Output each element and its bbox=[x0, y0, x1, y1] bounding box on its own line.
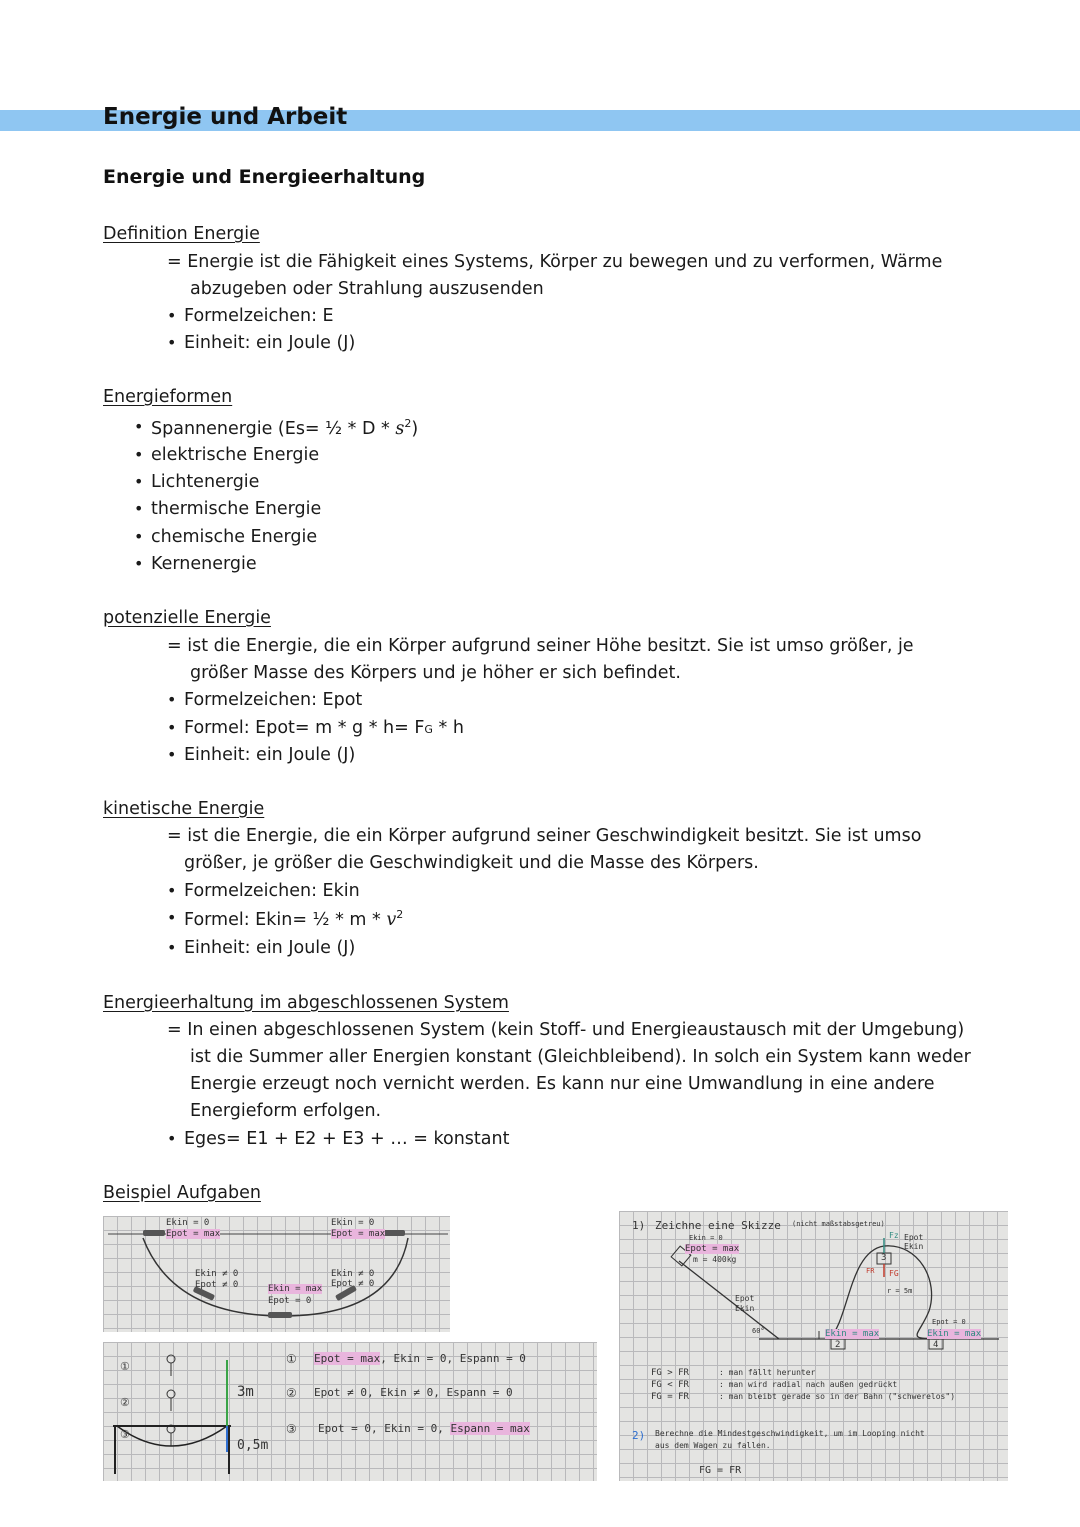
forms-item: • elektrische Energie bbox=[151, 445, 319, 465]
angle-label: 60° bbox=[752, 1327, 765, 1335]
kinetic-bullet-symbol: • Formelzeichen: Ekin bbox=[184, 881, 360, 901]
forms-item: • chemische Energie bbox=[151, 527, 317, 547]
halfpipe-sketch bbox=[103, 1216, 450, 1332]
forms-item: • Kernenergie bbox=[151, 554, 257, 574]
force-label: FR bbox=[866, 1267, 875, 1275]
potential-formula-sub: G bbox=[424, 723, 433, 736]
looping-photo bbox=[619, 1211, 1008, 1481]
forms-heading: Energieformen bbox=[103, 387, 233, 407]
kinetic-text-line1: = ist die Energie, die ein Körper aufgrund seiner Geschwindigkeit besitzt. Sie ist umso bbox=[167, 826, 922, 846]
row1-rest: , Ekin = 0, Espann = 0 bbox=[380, 1352, 526, 1365]
loop-label: m = 400kg bbox=[693, 1255, 737, 1264]
loop-label: Ekin = 0 bbox=[689, 1234, 723, 1242]
height-label: 0,5m bbox=[237, 1438, 269, 1453]
forms-item: • Lichtenergie bbox=[151, 472, 259, 492]
potential-text-line1: = ist die Energie, die ein Körper aufgrund seiner Höhe besitzt. Sie ist umso größer, je bbox=[167, 636, 914, 656]
loop-label: Epot bbox=[904, 1233, 924, 1242]
loop-label: Epot = max bbox=[685, 1244, 740, 1254]
hp-label: Ekin = 0 bbox=[166, 1218, 210, 1228]
trampoline-num: ① bbox=[120, 1360, 130, 1373]
potential-formula-prefix: Formel: Epot= m * g * h= F bbox=[184, 718, 425, 738]
condition: FG < FR bbox=[651, 1380, 689, 1390]
hp-label: Epot = 0 bbox=[268, 1296, 312, 1306]
task2-text: aus dem Wagen zu fallen. bbox=[655, 1441, 771, 1450]
definition-bullet-unit: • Einheit: ein Joule (J) bbox=[184, 333, 355, 353]
trampoline-num: ② bbox=[286, 1386, 297, 1400]
kinetic-bullet-formula bbox=[184, 908, 403, 930]
examples-heading: Beispiel Aufgaben bbox=[103, 1183, 261, 1203]
section-title: Energie und Energieerhaltung bbox=[103, 166, 426, 188]
conservation-bullet: • Eges= E1 + E2 + E3 + … = konstant bbox=[184, 1129, 509, 1149]
loop-label: Ekin = max bbox=[927, 1329, 982, 1339]
potential-bullet-symbol: • Formelzeichen: Epot bbox=[184, 690, 362, 710]
position-number: 4 bbox=[933, 1340, 939, 1350]
kinetic-heading: kinetische Energie bbox=[103, 799, 265, 819]
condition: FG = FR bbox=[651, 1392, 689, 1402]
conservation-text-line: = In einen abgeschlossenen System (kein Stoff- und Energieaustausch mit der Umgebung) bbox=[167, 1020, 965, 1040]
hp-label: Ekin = 0 bbox=[331, 1218, 375, 1228]
hp-label: Epot = max bbox=[166, 1229, 221, 1239]
force-label: Fz bbox=[889, 1231, 899, 1240]
definition-heading: Definition Energie bbox=[103, 224, 260, 244]
row1-highlight: Epot = max bbox=[314, 1352, 381, 1365]
force-label: FG bbox=[889, 1269, 899, 1278]
forms-item-spannenergie bbox=[151, 417, 418, 439]
kinetic-bullet-unit: • Einheit: ein Joule (J) bbox=[184, 938, 355, 958]
trampoline-row: Epot ≠ 0, Ekin ≠ 0, Espann = 0 bbox=[314, 1386, 513, 1399]
condition-text: : man bleibt gerade so in der Bahn ("schwerelos") bbox=[719, 1392, 956, 1401]
position-number: 2 bbox=[835, 1340, 841, 1350]
trampoline-num: ③ bbox=[286, 1422, 297, 1436]
trampoline-row bbox=[318, 1422, 530, 1435]
trampoline-row bbox=[314, 1352, 526, 1365]
radius-label: r = 5m bbox=[887, 1287, 913, 1295]
hp-label: Epot ≠ 0 bbox=[195, 1280, 239, 1290]
trampoline-photo bbox=[103, 1342, 597, 1481]
potential-text-line2: größer Masse des Körpers und je höher er sich befindet. bbox=[190, 663, 681, 683]
spann-prefix: Spannenergie (Es= ½ * D * bbox=[151, 418, 396, 439]
task1-number: 1) bbox=[632, 1219, 646, 1232]
loop-label: Epot bbox=[735, 1294, 755, 1303]
conservation-heading: Energieerhaltung im abgeschlossenen System bbox=[103, 993, 509, 1013]
potential-heading: potenzielle Energie bbox=[103, 608, 271, 628]
hp-label: Ekin = max bbox=[268, 1284, 323, 1294]
task2-equation: FG = FR bbox=[699, 1465, 742, 1476]
potential-formula-suffix: * h bbox=[432, 718, 464, 738]
spann-var: s bbox=[395, 418, 405, 439]
trampoline-num: ③ bbox=[120, 1428, 130, 1441]
kinetic-formula-prefix: Formel: Ekin= ½ * m * bbox=[184, 909, 387, 930]
halfpipe-photo bbox=[103, 1216, 450, 1332]
spann-suffix: ) bbox=[411, 418, 419, 439]
trampoline-num: ① bbox=[286, 1352, 297, 1366]
hp-label: Epot ≠ 0 bbox=[331, 1279, 375, 1289]
hp-label: Ekin ≠ 0 bbox=[195, 1269, 239, 1279]
conservation-text-line: Energie erzeugt noch vernicht werden. Es kann nur eine Umwandlung in eine andere bbox=[190, 1074, 935, 1094]
conservation-text-line: Energieform erfolgen. bbox=[190, 1101, 382, 1121]
loop-label: Ekin = max bbox=[825, 1329, 880, 1339]
task2-number: 2) bbox=[632, 1429, 646, 1442]
spann-exp: 2 bbox=[404, 417, 412, 430]
kinetic-text-line2: größer, je größer die Geschwindigkeit und die Masse des Körpers. bbox=[184, 853, 759, 873]
condition: FG > FR bbox=[651, 1368, 689, 1378]
trampoline-num: ② bbox=[120, 1396, 130, 1409]
definition-text-line1: = Energie ist die Fähigkeit eines Systems, Körper zu bewegen und zu verformen, Wärme bbox=[167, 252, 943, 272]
kinetic-formula-exp: 2 bbox=[396, 908, 404, 921]
loop-label: Ekin bbox=[735, 1304, 755, 1313]
task1-note: (nicht maßstabsgetreu) bbox=[792, 1220, 885, 1228]
forms-item: • thermische Energie bbox=[151, 499, 321, 519]
potential-bullet-unit: • Einheit: ein Joule (J) bbox=[184, 745, 355, 765]
kinetic-formula-var: v bbox=[386, 909, 397, 930]
height-label: 3m bbox=[237, 1384, 254, 1400]
page-title: Energie und Arbeit bbox=[103, 104, 348, 130]
definition-text-line2: abzugeben oder Strahlung auszusenden bbox=[190, 279, 544, 299]
task1-text: Zeichne eine Skizze bbox=[655, 1219, 781, 1232]
task2-text: Berechne die Mindestgeschwindigkeit, um im Looping nicht bbox=[655, 1429, 925, 1438]
position-number: 3 bbox=[881, 1253, 887, 1263]
hp-label: Ekin ≠ 0 bbox=[331, 1269, 375, 1279]
definition-bullet-symbol: • Formelzeichen: E bbox=[184, 306, 334, 326]
conservation-text-line: ist die Summer aller Energien konstant (Gleichbleibend). In solch ein System kann weder bbox=[190, 1047, 971, 1067]
loop-label: Ekin bbox=[904, 1242, 924, 1251]
potential-bullet-formula bbox=[184, 718, 464, 738]
loop-label: Epot = 0 bbox=[932, 1318, 966, 1326]
hp-label: Epot = max bbox=[331, 1229, 386, 1239]
row3-rest: Epot = 0, Ekin = 0, bbox=[318, 1422, 451, 1435]
condition-text: : man fällt herunter bbox=[719, 1368, 816, 1377]
row3-highlight: Espann = max bbox=[450, 1422, 530, 1435]
condition-text: : man wird radial nach außen gedrückt bbox=[719, 1380, 898, 1389]
